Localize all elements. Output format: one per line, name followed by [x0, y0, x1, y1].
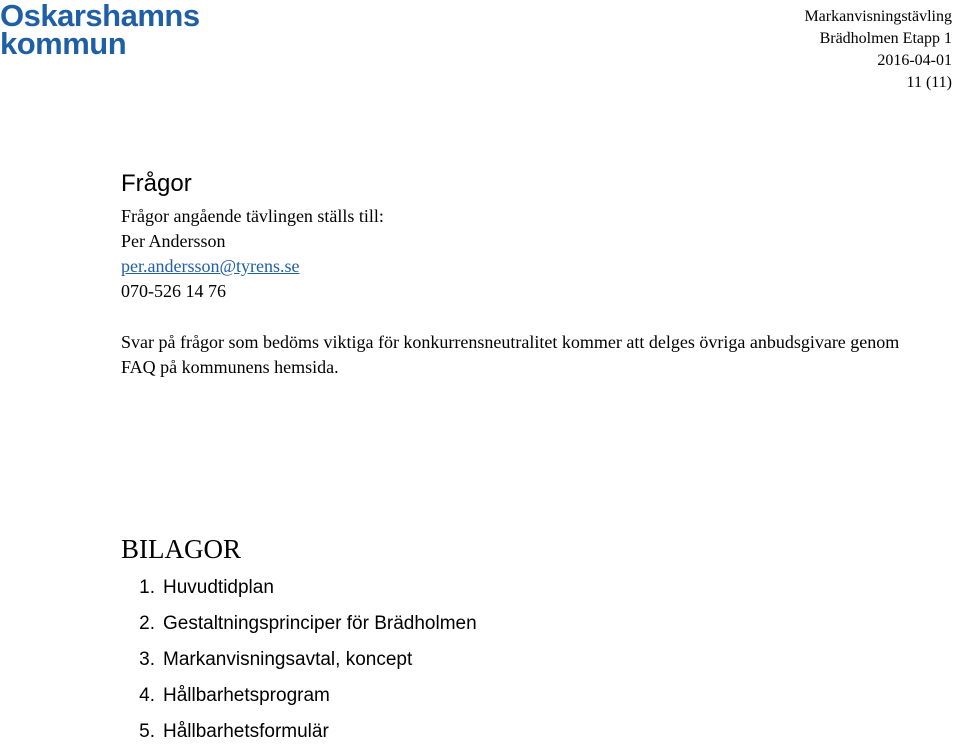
- header-page-number: 11 (11): [906, 74, 952, 91]
- bilagor-item-number: 3.: [139, 649, 155, 670]
- logo-line-1: Oskarshamns: [0, 0, 200, 33]
- fragor-paragraph: Svar på frågor som bedöms viktiga för konkurrensneutralitet kommer att delges övriga anbudsgivare genom FAQ på kommunens hemsida.: [121, 332, 900, 377]
- document-header-meta: [804, 6, 952, 94]
- contact-phone: 070-526 14 76: [121, 281, 226, 301]
- oskarshamns-kommun-logo: [0, 0, 200, 60]
- bilagor-item-label: Markanvisningsavtal, koncept: [163, 649, 413, 670]
- header-title: Markanvisningstävling: [804, 8, 952, 25]
- bilagor-item-number: 1.: [139, 577, 155, 598]
- bilagor-heading: BILAGOR: [121, 534, 241, 564]
- header-subtitle: Brädholmen Etapp 1: [819, 30, 952, 47]
- bilagor-item-number: 5.: [139, 721, 155, 742]
- bilagor-item: [121, 714, 477, 750]
- fragor-heading: Frågor: [121, 170, 192, 197]
- logo-line-2: kommun: [0, 26, 127, 61]
- bilagor-section: [121, 532, 477, 750]
- bilagor-item-label: Hållbarhetsprogram: [163, 685, 330, 706]
- bilagor-item-label: Gestaltningsprinciper för Brädholmen: [163, 613, 477, 634]
- contact-name: Per Andersson: [121, 231, 226, 251]
- bilagor-item: [121, 642, 477, 678]
- fragor-section: [121, 168, 941, 380]
- contact-email-link[interactable]: per.andersson@tyrens.se: [121, 256, 300, 276]
- contact-email-row: [121, 254, 941, 279]
- contact-block: [121, 204, 941, 304]
- bilagor-list: [121, 570, 477, 750]
- header-date: 2016-04-01: [877, 52, 952, 69]
- bilagor-item-number: 2.: [139, 613, 155, 634]
- contact-intro: Frågor angående tävlingen ställs till:: [121, 206, 384, 226]
- bilagor-item: [121, 678, 477, 714]
- bilagor-item-number: 4.: [139, 685, 155, 706]
- bilagor-item: [121, 606, 477, 642]
- bilagor-item-label: Huvudtidplan: [163, 577, 274, 598]
- bilagor-item-label: Hållbarhetsformulär: [163, 721, 329, 742]
- bilagor-item: [121, 570, 477, 606]
